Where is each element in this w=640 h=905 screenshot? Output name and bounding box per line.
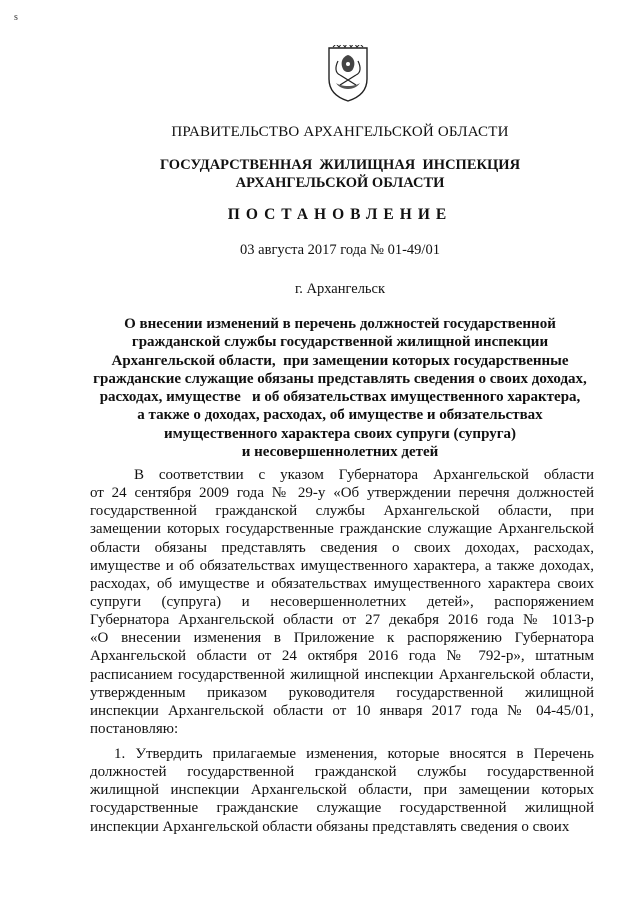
paragraph-line: Губернатора Архангельской области от 27 декабря 2016 года № 1013-р bbox=[90, 612, 594, 629]
corner-mark: s bbox=[14, 12, 18, 23]
paragraph-line: области обязаны представлять сведения о своих доходах, расходах, bbox=[90, 539, 594, 556]
government-name: ПРАВИТЕЛЬСТВО АРХАНГЕЛЬСКОЙ ОБЛАСТИ bbox=[171, 124, 509, 140]
paragraph-line: постановляю: bbox=[90, 720, 179, 737]
heading-line: расходах, имуществе и об обязательствах имущественного характера, bbox=[99, 389, 581, 406]
paragraph-line: замещении которых государственные гражданские служащие Архангельской bbox=[90, 521, 594, 538]
inspection-name bbox=[90, 156, 590, 192]
paragraph-preamble bbox=[90, 466, 594, 738]
heading-line: а также о доходах, расходах, об имуществе и обязательствах bbox=[137, 407, 543, 424]
paragraph-item-1 bbox=[90, 745, 594, 836]
document-type: ПОСТАНОВЛЕНИЕ bbox=[227, 206, 453, 223]
paragraph-line: супруги (супруга) и несовершеннолетних детей», распоряжением bbox=[90, 593, 594, 610]
paragraph-line: расписанием государственной жилищной инспекции Архангельской области, bbox=[90, 666, 594, 683]
heading-line: и несовершеннолетних детей bbox=[241, 444, 439, 461]
paragraph-line: Архангельской области от 24 октября 2016 года № 792-р», штатным bbox=[90, 648, 594, 665]
paragraph-line: от 24 сентября 2009 года № 29-у «Об утверждении перечня должностей bbox=[90, 485, 594, 502]
date-and-number: 03 августа 2017 года № 01-49/01 bbox=[240, 242, 440, 258]
document-heading bbox=[90, 315, 590, 461]
heading-line: О внесении изменений в перечень должностей государственной bbox=[124, 316, 556, 332]
heading-line: имущественного характера своих супруги (супруга) bbox=[163, 425, 517, 442]
heading-line: гражданской службы государственной жилищной инспекции bbox=[131, 334, 549, 351]
paragraph-line: государственные гражданские служащие государственной жилищной bbox=[90, 800, 594, 817]
paragraph-line: 1. Утвердить прилагаемые изменения, которые вносятся в Перечень bbox=[114, 746, 594, 762]
coat-of-arms-icon bbox=[326, 45, 370, 103]
inspection-name-line-1: ГОСУДАРСТВЕННАЯ ЖИЛИЩНАЯ ИНСПЕКЦИЯ bbox=[159, 157, 521, 173]
paragraph-line: инспекции Архангельской области обязаны представлять сведения о своих bbox=[90, 818, 570, 835]
paragraph-line: государственной гражданской службы Архангельской области, при bbox=[90, 503, 594, 520]
heading-line: гражданские служащие обязаны представлять сведения о своих доходах, bbox=[93, 370, 587, 387]
paragraph-line: должностей государственной гражданской службы государственной bbox=[90, 764, 594, 781]
paragraph-line: утвержденным приказом руководителя государственной жилищной bbox=[90, 684, 594, 701]
paragraph-line: жилищной инспекции Архангельской области, при замещении которых bbox=[90, 782, 594, 799]
paragraph-line: имуществе и об обязательствах имущественного характера, а также доходах, bbox=[90, 557, 594, 574]
inspection-name-line-2: АРХАНГЕЛЬСКОЙ ОБЛАСТИ bbox=[235, 175, 445, 191]
city: г. Архангельск bbox=[294, 281, 386, 297]
paragraph-line: расходах, об имуществе и обязательствах имущественного характера своих bbox=[90, 575, 594, 592]
heading-line: Архангельской области, при замещении которых государственные bbox=[111, 352, 569, 369]
paragraph-line: инспекции Архангельской области от 10 января 2017 года № 04-45/01, bbox=[90, 702, 594, 719]
paragraph-line: В соответствии с указом Губернатора Архангельской области bbox=[134, 467, 594, 483]
paragraph-line: «О внесении изменения в Приложение к распоряжению Губернатора bbox=[90, 630, 594, 647]
